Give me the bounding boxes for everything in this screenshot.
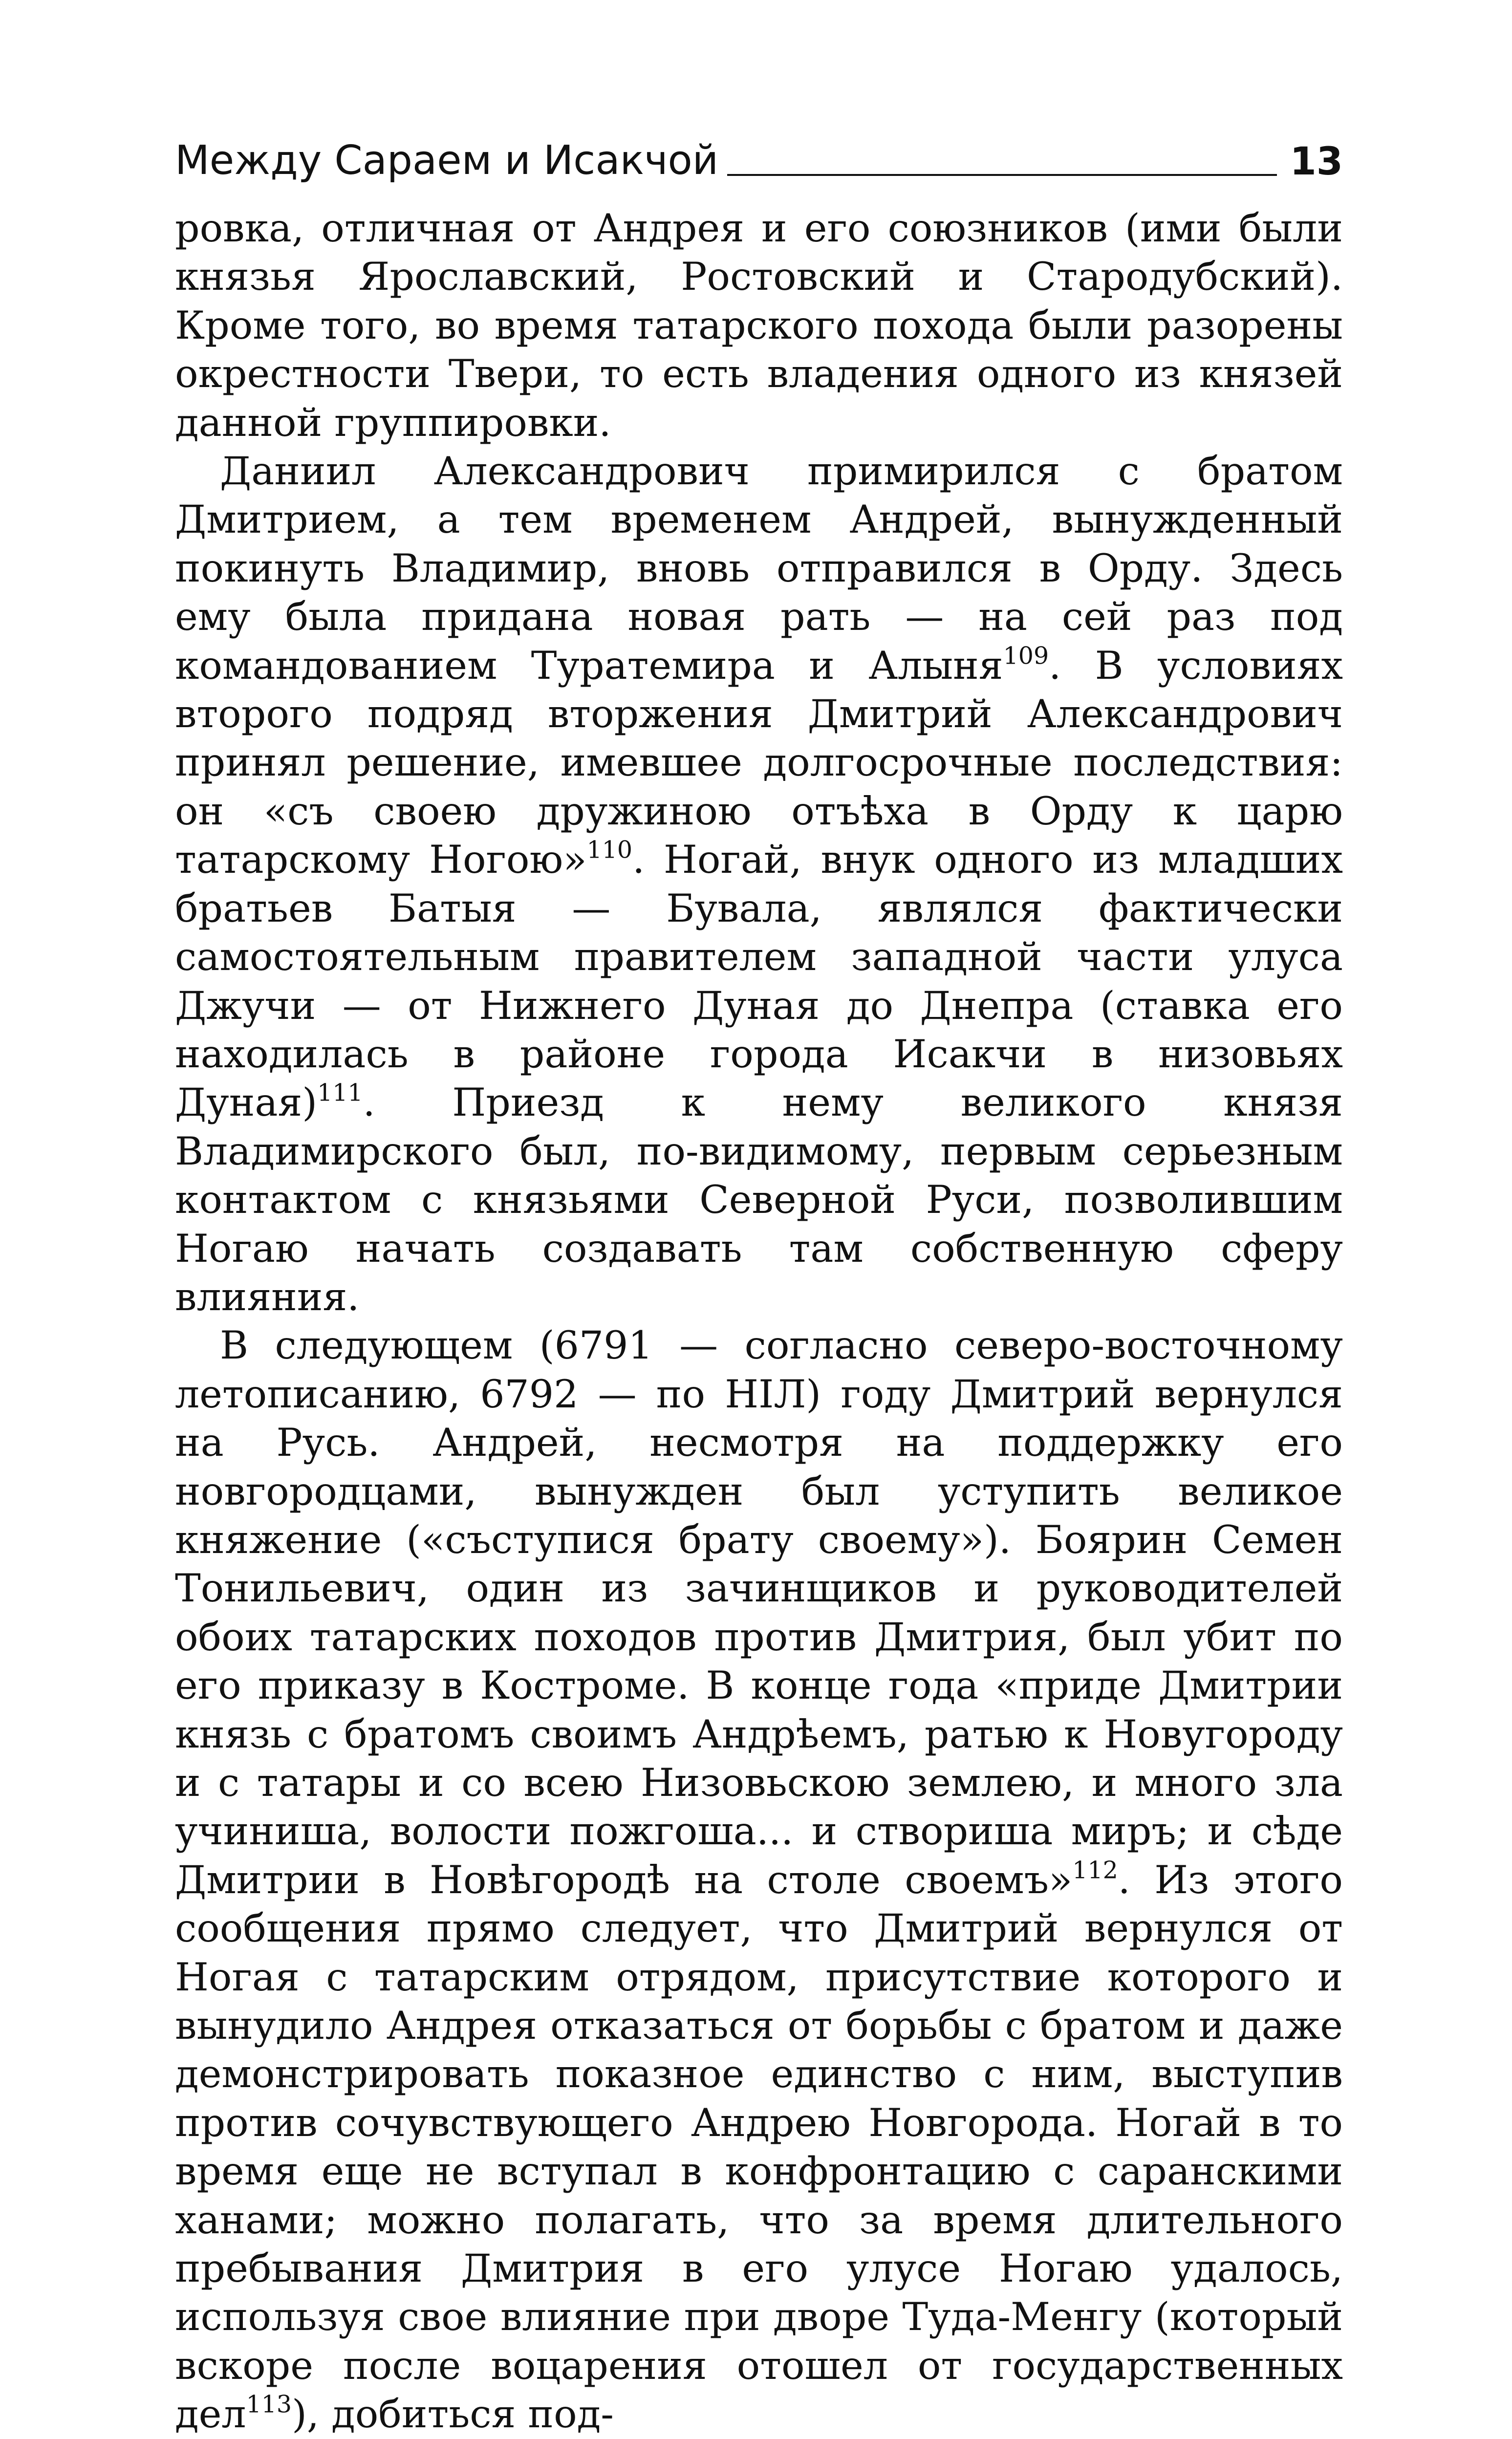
footnote-ref: 110	[586, 836, 633, 864]
text-run: ровка, отличная от Андрея и его союзников (ими были князья Ярославский, Ростовский и Стародубский). Кроме того, во время татарского похода были разорены окрестности Твери, то есть владения одного из князей данной группировки.	[175, 206, 1343, 445]
text-run: . Приезд к нему великого князя Владимирского был, по-видимому, первым серьезным контактом с князьями Северной Руси, позволившим Ногаю начать создавать там собственную сферу влияния.	[175, 1080, 1343, 1319]
running-head	[175, 117, 1343, 184]
text-run: . Ногай, внук одного из младших братьев Батыя — Бувала, являлся фактически самостоятельным правителем западной части улуса Джучи — от Нижнего Дуная до Днепра (ставка его находилась в районе города Исакчи в низовьях Дуная)	[175, 837, 1343, 1125]
paragraph	[175, 447, 1343, 1321]
text-run: Даниил Александрович примирился с братом Дмитрием, а тем временем Андрей, вынужденный покинуть Владимир, вновь отправился в Орду. Здесь ему была придана новая рать — на сей раз под командованием Туратемира и Алыня	[175, 449, 1343, 688]
running-head-rule	[727, 174, 1277, 176]
paragraph	[175, 1321, 1343, 2439]
text-run: ), добиться под-	[292, 2392, 614, 2437]
body-text	[175, 204, 1343, 2439]
footnote-ref: 111	[317, 1079, 363, 1107]
text-run: . В условиях второго подряд вторжения Дмитрий Александрович принял решение, имевшее долгосрочные последствия: он «съ своею дружиною отъѣха в Орду к царю татарскому Ногою»	[175, 643, 1343, 883]
text-run: В следующем (6791 — согласно северо-восточному летописанию, 6792 — по НІЛ) году Дмитрий вернулся на Русь. Андрей, несмотря на поддержку его новгородцами, вынужден был уступить великое княжение («съступися брату своему»). Боярин Семен Тонильевич, один из зачинщиков и руководителей обоих татарских походов против Дмитрия, был убит по его приказу в Костроме. В конце года «приде Дмитрии князь с братомъ своимъ Андрѣемъ, ратью к Новугороду и с татары и со всею Низовьскою землею, и много зла учиниша, волости пожгоша... и створиша миръ; и сѣде Дмитрии в Новѣгородѣ на столе своемъ»	[175, 1323, 1343, 1902]
footnote-ref: 112	[1072, 1856, 1118, 1884]
page-number: 13	[1290, 140, 1343, 184]
footnote-ref: 113	[246, 2390, 292, 2418]
text-run: . Из этого сообщения прямо следует, что Дмитрий вернулся от Ногая с татарским отрядом, присутствие которого и вынудило Андрея отказаться от борьбы с братом и даже демонстрировать показное единство с ним, выступив против сочувствующего Андрею Новгорода. Ногай в то время еще не вступал в конфронтацию с саранскими ханами; можно полагать, что за время длительного пребывания Дмитрия в его улусе Ногаю удалось, используя свое влияние при дворе Туда-Менгу (который вскоре после воцарения отошел от государственных дел	[175, 1857, 1343, 2437]
paragraph	[175, 204, 1343, 447]
running-title: Между Сараем и Исакчой	[175, 137, 719, 184]
footnote-ref: 109	[1003, 642, 1049, 670]
